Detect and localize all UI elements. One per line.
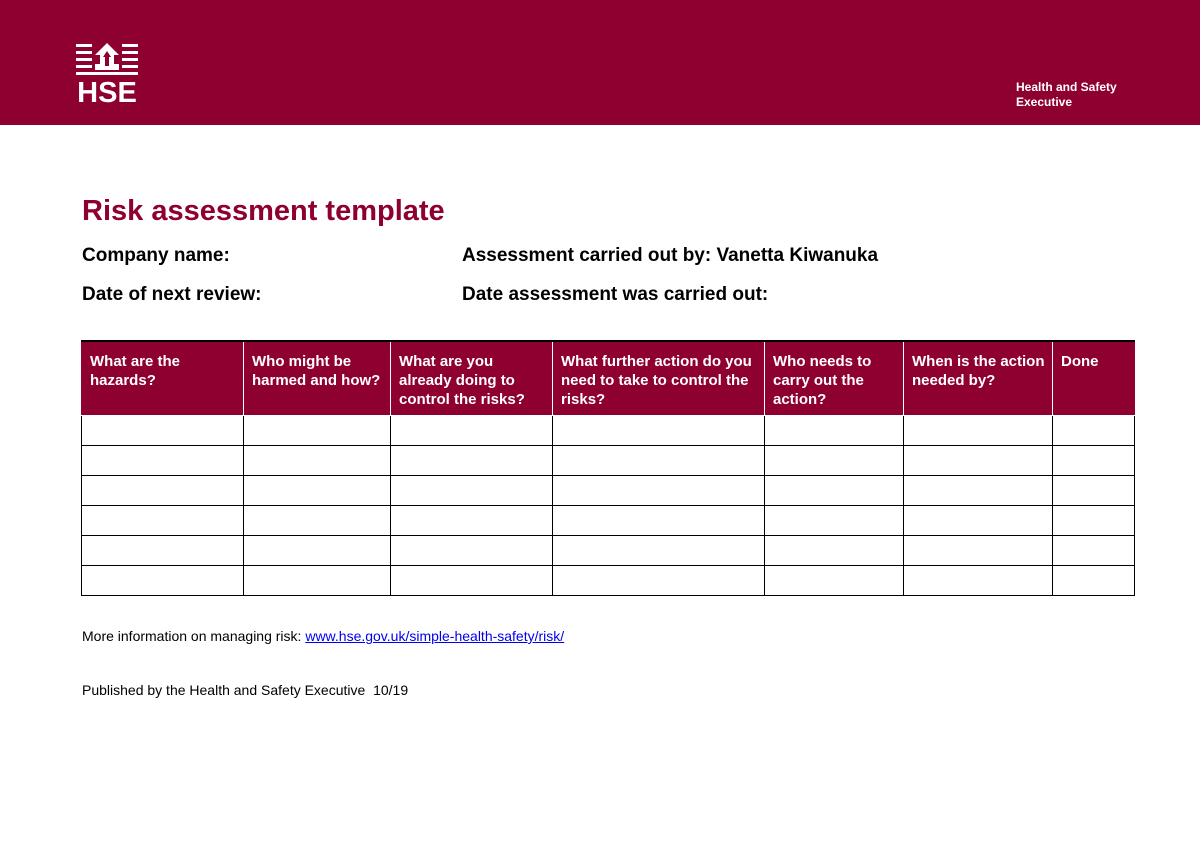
more-info-label: More information on managing risk: xyxy=(82,628,302,644)
table-cell[interactable] xyxy=(765,566,904,596)
table-row xyxy=(82,416,1135,446)
table-cell[interactable] xyxy=(391,416,553,446)
table-header-row xyxy=(82,341,1135,416)
assessment-date-label: Date assessment was carried out: xyxy=(462,284,769,305)
table-cell[interactable] xyxy=(82,566,244,596)
table-cell[interactable] xyxy=(765,476,904,506)
logo-text: HSE xyxy=(77,77,137,109)
table-cell[interactable] xyxy=(391,566,553,596)
table-cell[interactable] xyxy=(765,536,904,566)
table-cell[interactable] xyxy=(391,506,553,536)
table-cell[interactable] xyxy=(904,476,1053,506)
hse-logo xyxy=(74,42,140,109)
table-cell[interactable] xyxy=(765,506,904,536)
header-further-action: What further action do you need to take to control the risks? xyxy=(553,341,765,416)
table-row xyxy=(82,506,1135,536)
table-cell[interactable] xyxy=(82,536,244,566)
table-cell[interactable] xyxy=(904,506,1053,536)
table-row xyxy=(82,476,1135,506)
table-cell[interactable] xyxy=(391,476,553,506)
table-cell[interactable] xyxy=(553,416,765,446)
table-cell[interactable] xyxy=(904,536,1053,566)
next-review-label: Date of next review: xyxy=(82,284,262,305)
table-cell[interactable] xyxy=(1053,446,1135,476)
table-cell[interactable] xyxy=(553,446,765,476)
table-cell[interactable] xyxy=(553,566,765,596)
table-cell[interactable] xyxy=(553,536,765,566)
hse-emblem-icon xyxy=(74,42,140,76)
risk-table xyxy=(81,340,1135,596)
table-cell[interactable] xyxy=(1053,536,1135,566)
table-cell[interactable] xyxy=(391,446,553,476)
table-cell[interactable] xyxy=(391,536,553,566)
header-due-date: When is the action needed by? xyxy=(904,341,1053,416)
header-who-harmed: Who might be harmed and how? xyxy=(244,341,391,416)
table-cell[interactable] xyxy=(904,446,1053,476)
table-cell[interactable] xyxy=(82,416,244,446)
table-cell[interactable] xyxy=(553,476,765,506)
table-cell[interactable] xyxy=(1053,506,1135,536)
header-done: Done xyxy=(1053,341,1135,416)
table-cell[interactable] xyxy=(1053,416,1135,446)
page-title: Risk assessment template xyxy=(82,195,445,227)
header-hazards: What are the hazards? xyxy=(82,341,244,416)
agency-name-line2: Executive xyxy=(1016,95,1073,109)
table-cell[interactable] xyxy=(82,506,244,536)
table-cell[interactable] xyxy=(765,416,904,446)
table-cell[interactable] xyxy=(904,566,1053,596)
table-cell[interactable] xyxy=(244,506,391,536)
table-cell[interactable] xyxy=(244,566,391,596)
table-cell[interactable] xyxy=(82,446,244,476)
table-row xyxy=(82,446,1135,476)
more-info xyxy=(82,627,564,645)
more-info-link[interactable]: www.hse.gov.uk/simple-health-safety/risk/ xyxy=(305,628,565,644)
agency-name xyxy=(1016,80,1117,110)
company-name-label: Company name: xyxy=(82,245,230,266)
header-current-controls: What are you already doing to control the risks? xyxy=(391,341,553,416)
table-cell[interactable] xyxy=(553,506,765,536)
table-cell[interactable] xyxy=(1053,566,1135,596)
table-row xyxy=(82,536,1135,566)
published-note: Published by the Health and Safety Executive 10/19 xyxy=(82,682,409,698)
header-banner xyxy=(0,0,1200,125)
table-cell[interactable] xyxy=(244,446,391,476)
table-cell[interactable] xyxy=(244,416,391,446)
table-cell[interactable] xyxy=(244,536,391,566)
table-row xyxy=(82,566,1135,596)
table-cell[interactable] xyxy=(904,416,1053,446)
header-action-owner: Who needs to carry out the action? xyxy=(765,341,904,416)
table-cell[interactable] xyxy=(765,446,904,476)
table-cell[interactable] xyxy=(82,476,244,506)
agency-name-line1: Health and Safety xyxy=(1016,80,1117,94)
table-cell[interactable] xyxy=(244,476,391,506)
table-cell[interactable] xyxy=(1053,476,1135,506)
assessor-label: Assessment carried out by: Vanetta Kiwanuka xyxy=(462,245,879,266)
